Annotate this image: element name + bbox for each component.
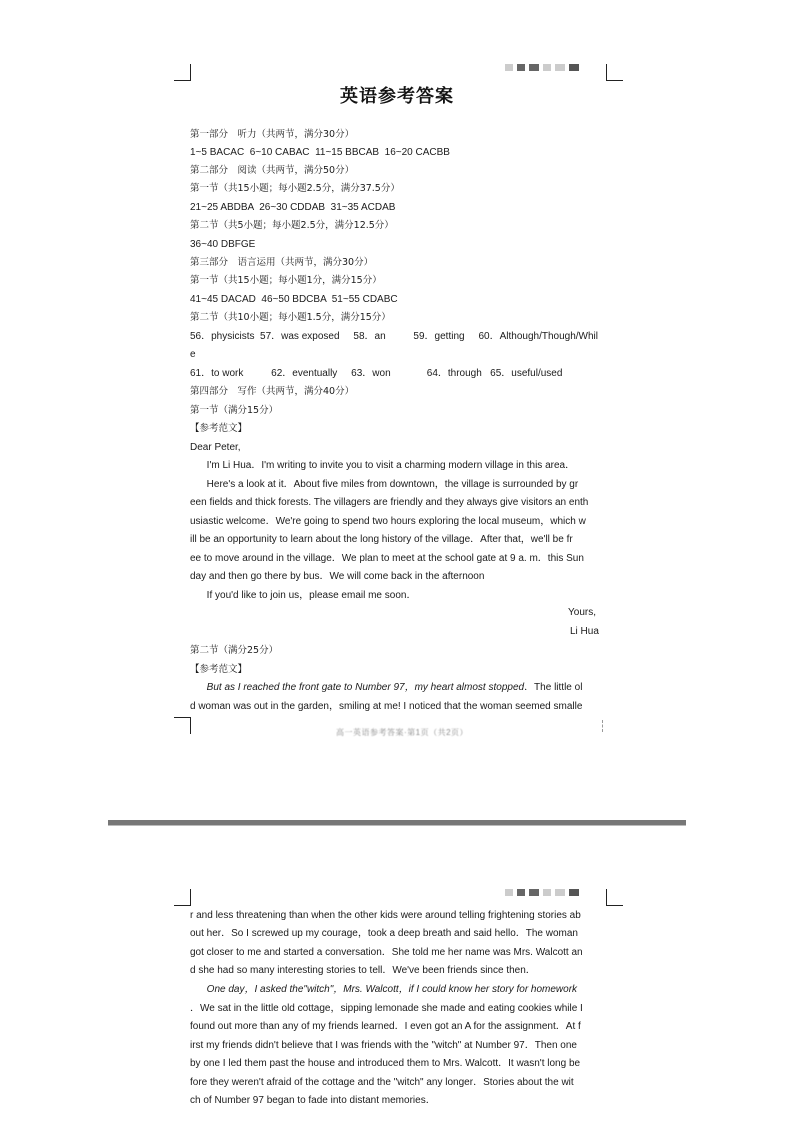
page1-line: Here's a look at it．About five miles from downtown，the village is surrounded by gr — [190, 479, 579, 490]
page2-line: by one I led them past the house and introduced them to Mrs. Walcott．It wasn't long be — [190, 1058, 581, 1069]
page1-line: If you'd like to join us，please email me soon． — [190, 590, 417, 601]
page1-line: 1~5 BACAC 6~10 CABAC 11~15 BBCAB 16~20 CACBB — [190, 147, 450, 158]
page2-italic-line — [190, 983, 577, 997]
page1-line: 第三部分 语言运用（共两节，满分30分） — [190, 257, 374, 268]
page2-crop-mark-top-left — [174, 889, 191, 906]
page1-line: 36~40 DBFGE — [190, 239, 256, 250]
page1-line: 第二节（满分25分） — [190, 645, 279, 656]
page1-line: een fields and thick forests. The villagers are friendly and they always give visitors an enth — [190, 497, 589, 508]
page1-line: e — [190, 349, 196, 360]
page1-line: 第二节（共10小题；每小题1.5分，满分15分） — [190, 312, 391, 323]
edge-mark — [602, 720, 605, 732]
page1-line: 61．to work 62．eventually 63．won 64．through 65．useful/used — [190, 368, 563, 379]
page2-line: fore they weren't afraid of the cottage and the "witch" any longer．Stories about the wit — [190, 1077, 574, 1088]
page1-line: Dear Peter, — [190, 442, 241, 453]
page-footer: 高一英语参考答案·第1页（共2页） — [336, 728, 469, 737]
crop-mark-top-right — [606, 64, 623, 81]
page2-line: found out more than any of my friends learned．I even got an A for the assignment．At f — [190, 1021, 581, 1032]
crop-mark-top-left — [174, 64, 191, 81]
page2-line: got closer to me and started a conversation．She told me her name was Mrs. Walcott an — [190, 947, 583, 958]
page1-line: 21~25 ABDBA 26~30 CDDAB 31~35 ACDAB — [190, 202, 396, 213]
page1-line: 【参考范文】 — [190, 664, 248, 675]
page1-line: 第四部分 写作（共两节，满分40分） — [190, 386, 355, 397]
page2-line: d she had so many interesting stories to tell．We've been friends since then． — [190, 965, 536, 976]
page2-italic-text: One day，I asked the"witch"，Mrs. Walcott，if I could know her story for homework — [190, 984, 578, 995]
page1-line: 第二节（共5小题；每小题2.5分，满分12.5分） — [190, 220, 394, 231]
page1-line: 第一节（满分15分） — [190, 405, 279, 416]
page1-line: 第一节（共15小题；每小题1分，满分15分） — [190, 275, 382, 286]
page1-line: ill be an opportunity to learn about the long history of the village．After that，we'll be fr — [190, 534, 573, 545]
page1-line: 第二部分 阅读（共两节，满分50分） — [190, 165, 355, 176]
page1-line: I'm Li Hua．I'm writing to invite you to visit a charming modern village in this area． — [190, 460, 576, 471]
closing-yours: Yours, — [568, 607, 596, 618]
page-separator-shadow — [108, 825, 686, 826]
italic-opening-text: But as I reached the front gate to Number 97，my heart almost stopped — [190, 682, 525, 693]
page1-line: ee to move around in the village．We plan to meet at the school gate at 9 a. m．this Sun — [190, 553, 584, 564]
page2-crop-mark-top-right — [606, 889, 623, 906]
page2-line: ch of Number 97 began to fade into distant memories． — [190, 1095, 436, 1106]
page1-line: 56．physicists 57．was exposed 58．an 59．getting 60．Although/Though/Whil — [190, 331, 598, 342]
page1-line: 第一节（共15小题；每小题2.5分，满分37.5分） — [190, 183, 400, 194]
crop-mark-bottom-left — [174, 717, 191, 734]
page2-line: ．We sat in the little old cottage，sipping lemonade she made and eating cookies while I — [190, 1003, 583, 1014]
italic-opening-line — [190, 681, 582, 695]
page2-header-decoration — [505, 889, 579, 896]
page1-line: d woman was out in the garden，smiling at me! I noticed that the woman seemed smalle — [190, 701, 583, 712]
page2-line: out her．So I screwed up my courage，took a deep breath and said hello．The woman — [190, 928, 578, 939]
page2-line: irst my friends didn't believe that I was friends with the "witch" at Number 97．Then one — [190, 1040, 577, 1051]
page1-line: 第一部分 听力（共两节，满分30分） — [190, 129, 355, 140]
page1-line: usiastic welcome．We're going to spend two hours exploring the local museum，which w — [190, 516, 586, 527]
header-decoration — [505, 64, 579, 71]
page1-line: 【参考范文】 — [190, 423, 248, 434]
closing-name: Li Hua — [570, 626, 599, 637]
document-title: 英语参考答案 — [340, 86, 454, 107]
page1-line: 41~45 DACAD 46~50 BDCBA 51~55 CDABC — [190, 294, 398, 305]
opening-line-rest: ．The little ol — [524, 682, 583, 693]
page1-line: day and then go there by bus．We will come back in the afternoon — [190, 571, 485, 582]
page2-line: r and less threatening than when the other kids were around telling frightening stories ab — [190, 910, 581, 921]
